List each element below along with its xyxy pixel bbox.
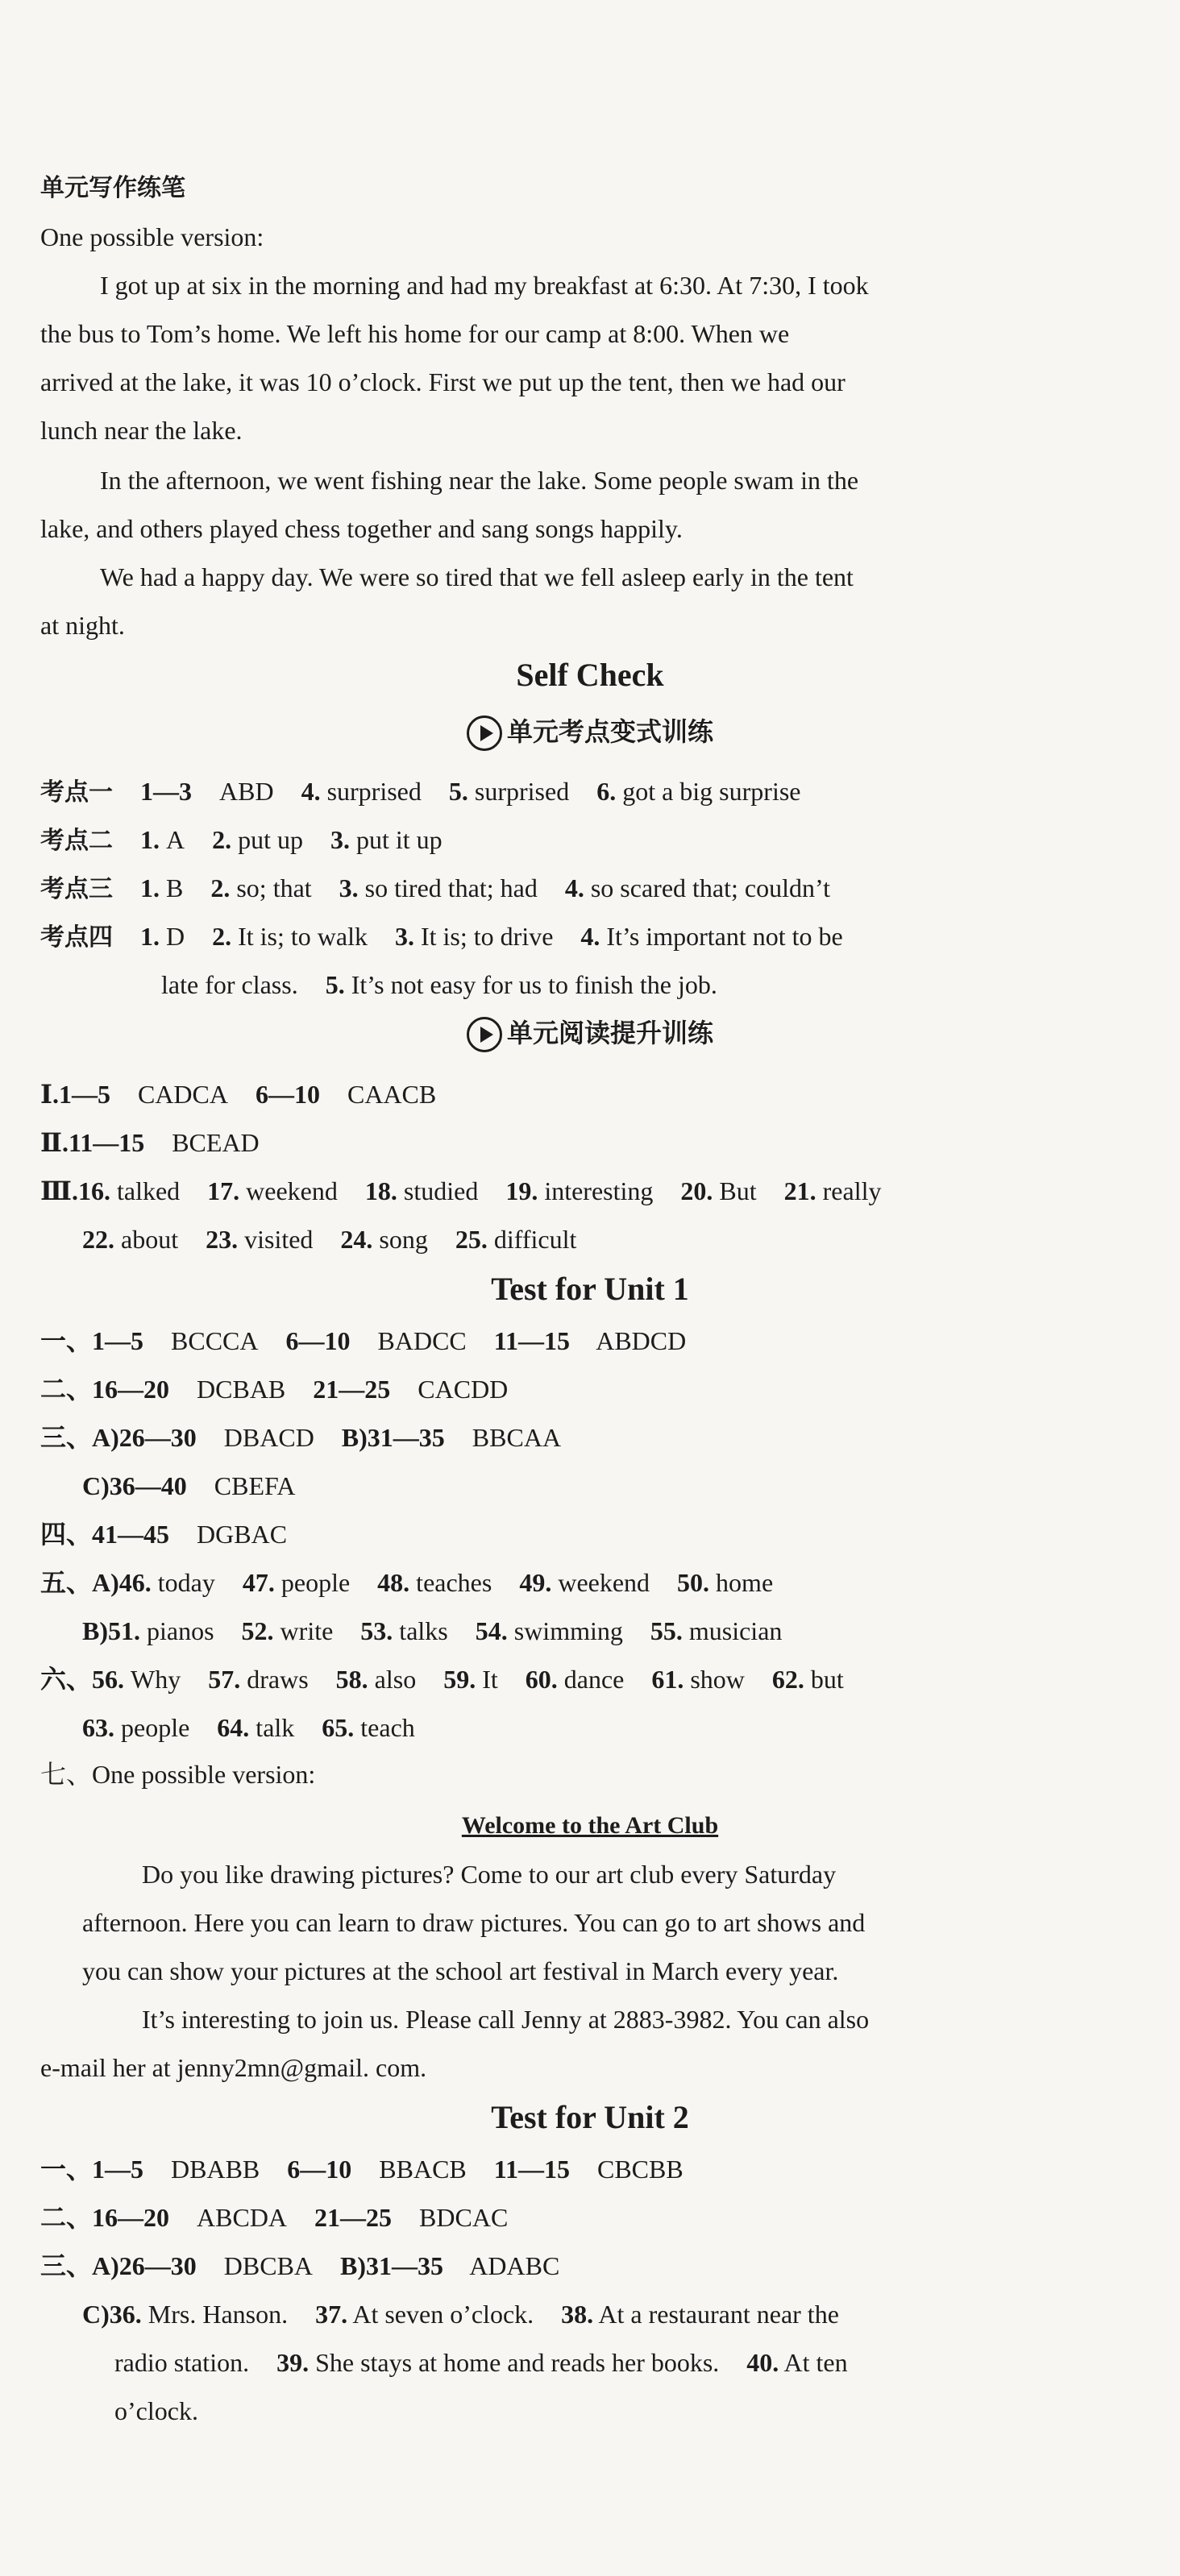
kaodian-2: 考点二 1. A 2. put up 3. put it up (40, 825, 442, 855)
reading-row-2: Ⅱ.11—15 BCEAD (40, 1128, 260, 1157)
self-check-section2 (0, 1014, 1180, 1052)
unit1-row-3: 三、A)26—30 DBACD B)31—35 BBCAA (40, 1423, 562, 1452)
writing-p3-line2: at night. (40, 611, 125, 640)
writing-p1-line2: the bus to Tom’s home. We left his home for our camp at 8:00. When we (40, 319, 790, 348)
writing-p2-line1: In the afternoon, we went fishing near the lake. Some people swam in the (100, 466, 859, 495)
essay-title: Welcome to the Art Club (461, 1812, 719, 1839)
kaodian-4-cont: late for class. 5. It’s not easy for us to finish the job. (161, 970, 717, 999)
unit1-row-6: 五、A)46. today 47. people 48. teaches 49. weekend 50. home (40, 1568, 774, 1597)
writing-intro: One possible version: (40, 222, 264, 251)
play-arrow-icon (467, 1017, 502, 1052)
play-arrow-icon (467, 716, 502, 751)
reading-row-1: Ⅰ.1—5 CADCA 6—10 CAACB (40, 1080, 437, 1109)
reading-row-3: Ⅲ.16. talked 17. weekend 18. studied 19. interesting 20. But 21. really (40, 1176, 882, 1205)
unit2-row-4: C)36. Mrs. Hanson. 37. At seven o’clock. 38. At a restaurant near the (82, 2300, 839, 2329)
writing-p1-line3: arrived at the lake, it was 10 o’clock. First we put up the tent, then we had our (40, 367, 846, 396)
unit1-row-4: C)36—40 CBEFA (82, 1471, 296, 1500)
unit1-row-5: 四、41—45 DGBAC (40, 1520, 288, 1549)
essay-line-5: e-mail her at jenny2mn@gmail. com. (40, 2053, 427, 2082)
self-check-title: Self Check (516, 657, 664, 693)
self-check-section1 (0, 712, 1180, 751)
unit2-row-3: 三、A)26—30 DBCBA B)31—35 ADABC (40, 2251, 560, 2280)
unit1-row-2: 二、16—20 DCBAB 21—25 CACDD (40, 1375, 509, 1404)
unit1-row-10: 七、One possible version: (40, 1760, 316, 1789)
essay-line-4: It’s interesting to join us. Please call Jenny at 2883-3982. You can also (142, 2005, 870, 2034)
reading-row-3b: 22. about 23. visited 24. song 25. difficult (82, 1225, 577, 1254)
writing-p2-line2: lake, and others played chess together and sang songs happily. (40, 514, 683, 543)
kaodian-4: 考点四 1. D 2. It is; to walk 3. It is; to drive 4. It’s important not to be (40, 922, 843, 952)
unit1-row-7: B)51. pianos 52. write 53. talks 54. swimming 55. musician (82, 1616, 783, 1645)
writing-heading: 单元写作练笔 (40, 174, 185, 202)
writing-p1-line1: I got up at six in the morning and had my breakfast at 6:30. At 7:30, I took (100, 271, 869, 300)
unit1-title: Test for Unit 1 (491, 1271, 689, 1307)
unit2-title: Test for Unit 2 (491, 2099, 689, 2135)
unit2-row-6: o’clock. (114, 2396, 198, 2425)
unit1-row-1: 一、1—5 BCCCA 6—10 BADCC 11—15 ABDCD (40, 1326, 687, 1355)
section2-label: 单元阅读提升训练 (506, 1018, 713, 1048)
unit2-row-5: radio station. 39. She stays at home and reads her books. 40. At ten (114, 2348, 848, 2377)
unit2-row-1: 一、1—5 DBABB 6—10 BBACB 11—15 CBCBB (40, 2155, 683, 2184)
unit1-row-8: 六、56. Why 57. draws 58. also 59. It 60. dance 61. show 62. but (40, 1665, 844, 1694)
writing-p3-line1: We had a happy day. We were so tired that we fell asleep early in the tent (100, 562, 854, 591)
kaodian-3: 考点三 1. B 2. so; that 3. so tired that; had 4. so scared that; couldn’t (40, 873, 830, 903)
essay-line-2: afternoon. Here you can learn to draw pictures. You can go to art shows and (82, 1908, 866, 1937)
writing-p1-line4: lunch near the lake. (40, 416, 243, 445)
unit1-row-9: 63. people 64. talk 65. teach (82, 1713, 415, 1742)
unit2-row-2: 二、16—20 ABCDA 21—25 BDCAC (40, 2203, 509, 2232)
section1-label: 单元考点变式训练 (506, 716, 713, 747)
essay-line-1: Do you like drawing pictures? Come to our art club every Saturday (142, 1860, 837, 1889)
kaodian-1: 考点一 1—3 ABD 4. surprised 5. surprised 6. got a big surprise (40, 777, 801, 807)
essay-line-3: you can show your pictures at the school art festival in March every year. (82, 1956, 839, 1985)
